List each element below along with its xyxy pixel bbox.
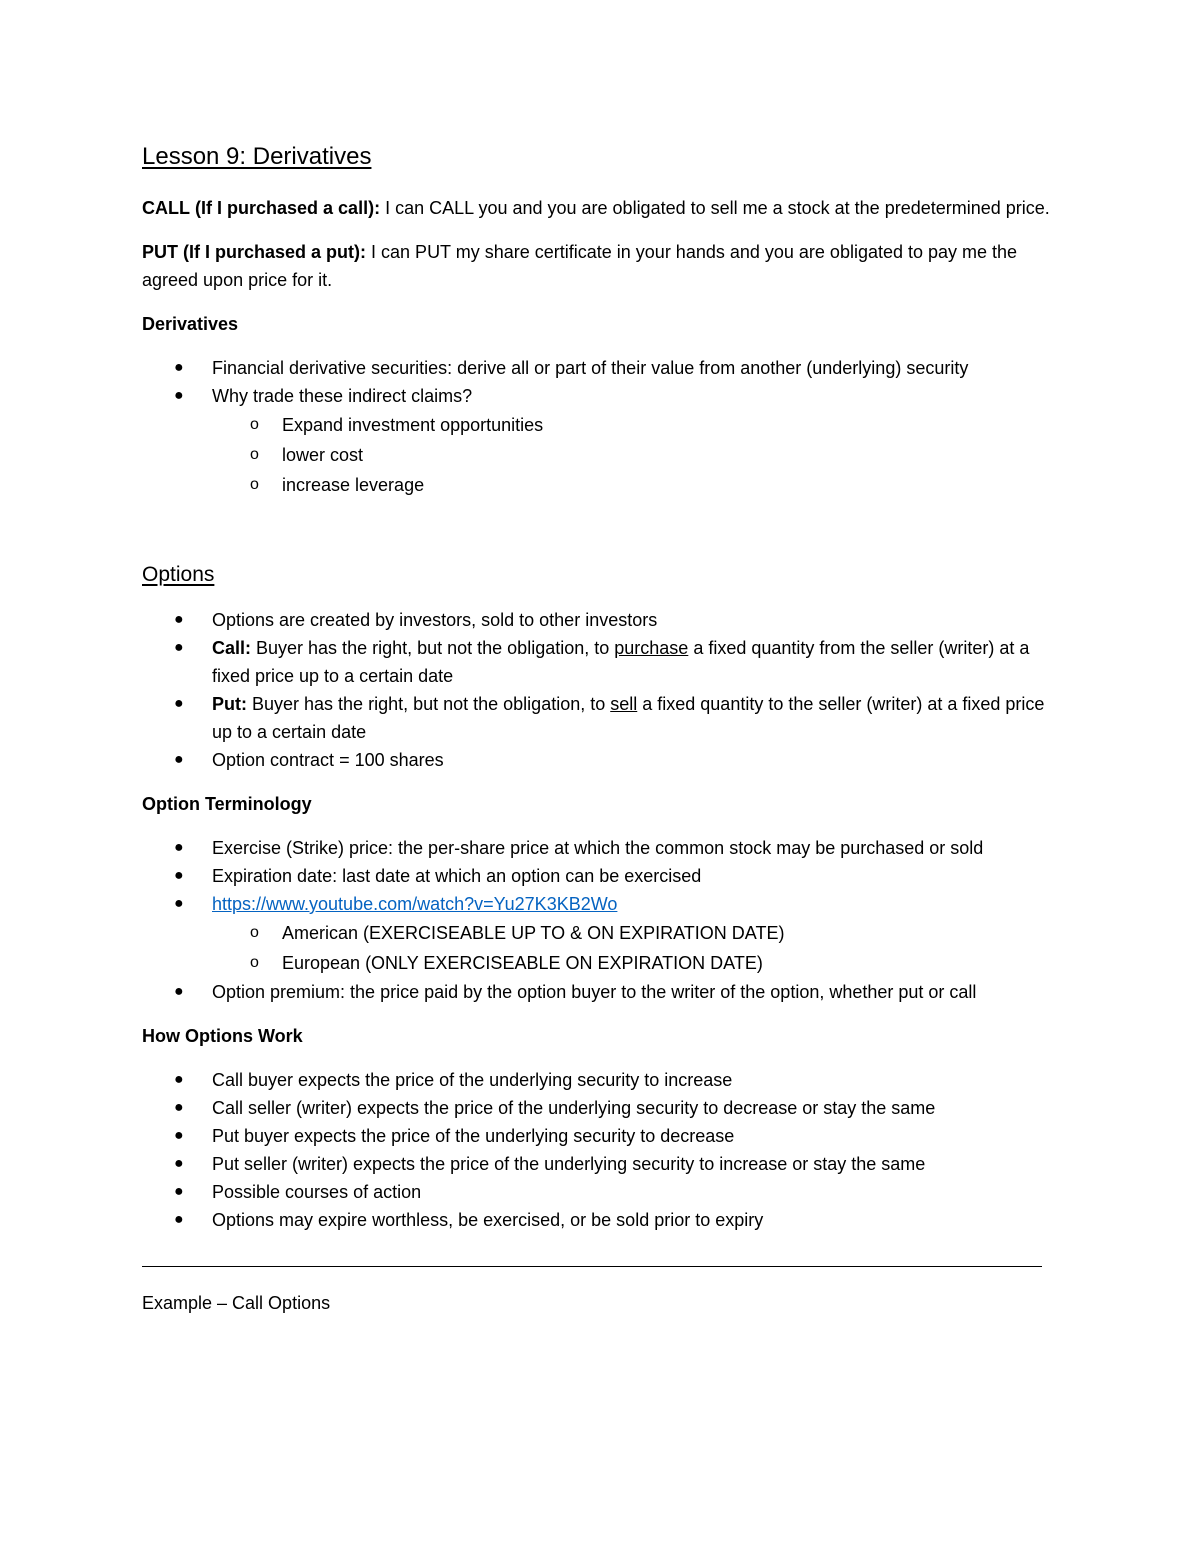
sub-bullet-icon: o (250, 476, 259, 493)
put-qualifier: (If I purchased a put): (183, 242, 367, 262)
bullet-icon: ● (174, 1099, 184, 1116)
list-item (142, 382, 1057, 500)
sub-list-item (142, 948, 1057, 978)
put-term: PUT (142, 242, 178, 262)
bullet-icon: ● (174, 1211, 184, 1228)
sub-list-item (142, 410, 1057, 440)
sub-list-item-text: American (EXERCISEABLE UP TO & ON EXPIRATION DATE) (282, 923, 785, 943)
bullet-icon: ● (174, 1071, 184, 1088)
bullet-icon: ● (174, 983, 184, 1000)
options-heading: Options (142, 563, 215, 586)
horizontal-divider (142, 1266, 1042, 1267)
put-verb: sell (610, 694, 638, 714)
list-item-text: Options are created by investors, sold to other investors (212, 610, 658, 630)
list-item-text: Put seller (writer) expects the price of the underlying security to increase or stay the same (212, 1154, 926, 1174)
terminology-list (142, 834, 1057, 1006)
bullet-icon: ● (174, 359, 184, 376)
call-text-post: a fixed quantity from the seller (writer) at a fixed price up to a certain date (212, 638, 1030, 686)
list-item-text: Options may expire worthless, be exercised, or be sold prior to expiry (212, 1210, 764, 1230)
sub-list-item-text: lower cost (282, 445, 364, 465)
bullet-icon: ● (174, 839, 184, 856)
list-item-text: Call seller (writer) expects the price of the underlying security to decrease or stay the same (212, 1098, 936, 1118)
bullet-icon: ● (174, 1183, 184, 1200)
derivatives-sub-list (212, 410, 1057, 500)
put-label: Put: (212, 694, 247, 714)
list-item (142, 1122, 1057, 1150)
how-options-work-list (142, 1066, 1057, 1234)
sub-list-item-text: European (ONLY EXERCISEABLE ON EXPIRATION DATE) (282, 953, 763, 973)
sub-bullet-icon: o (250, 954, 259, 971)
bullet-icon: ● (174, 867, 184, 884)
bullet-icon: ● (174, 387, 184, 404)
list-item (142, 1206, 1057, 1234)
sub-list-item (142, 440, 1057, 470)
document-page (142, 140, 1057, 1333)
bullet-icon: ● (174, 1127, 184, 1144)
put-definition (142, 238, 1057, 294)
bullet-icon: ● (174, 1155, 184, 1172)
list-item (142, 1150, 1057, 1178)
list-item (142, 354, 1057, 382)
list-item (142, 890, 1057, 978)
list-item (142, 1178, 1057, 1206)
list-item (142, 606, 1057, 634)
terminology-sub-list (212, 918, 1057, 978)
call-definition (142, 194, 1057, 222)
list-item (142, 834, 1057, 862)
call-term: CALL (142, 198, 190, 218)
sub-list-item-text: increase leverage (282, 475, 425, 495)
list-item-text: Option contract = 100 shares (212, 750, 444, 770)
list-item-text: Exercise (Strike) price: the per-share price at which the common stock may be purchased or sold (212, 838, 984, 858)
derivatives-heading: Derivatives (142, 314, 239, 334)
list-item-text: Financial derivative securities: derive all or part of their value from another (underlying) security (212, 358, 969, 378)
list-item (142, 690, 1057, 746)
list-item (142, 1066, 1057, 1094)
options-list (142, 606, 1057, 774)
sub-list-item (142, 470, 1057, 500)
sub-list-item-text: Expand investment opportunities (282, 415, 544, 435)
list-item-text: Expiration date: last date at which an option can be exercised (212, 866, 702, 886)
call-text-pre: Buyer has the right, but not the obligation, to (251, 638, 615, 658)
call-verb: purchase (614, 638, 689, 658)
bullet-icon: ● (174, 639, 184, 656)
list-item (142, 1094, 1057, 1122)
put-text-post: a fixed quantity to the seller (writer) at a fixed price up to a certain date (212, 694, 1045, 742)
terminology-heading: Option Terminology (142, 794, 312, 814)
list-item (142, 634, 1057, 690)
list-item (142, 746, 1057, 774)
list-item-text: Option premium: the price paid by the option buyer to the writer of the option, whether put or call (212, 982, 977, 1002)
list-item (142, 978, 1057, 1006)
call-qualifier: (If I purchased a call): (195, 198, 381, 218)
list-item (142, 862, 1057, 890)
bullet-icon: ● (174, 695, 184, 712)
list-item-text: Put buyer expects the price of the underlying security to decrease (212, 1126, 735, 1146)
list-item-text: Why trade these indirect claims? (212, 386, 473, 406)
youtube-link[interactable]: https://www.youtube.com/watch?v=Yu27K3KB2Wo (212, 894, 618, 914)
call-definition-text: I can CALL you and you are obligated to sell me a stock at the predetermined price. (380, 198, 1050, 218)
put-definition-text: I can PUT my share certificate in your hands and you are obligated to pay me the agreed upon price for it. (142, 242, 1018, 290)
sub-list-item (142, 918, 1057, 948)
list-item-text: Call buyer expects the price of the underlying security to increase (212, 1070, 733, 1090)
how-options-work-heading: How Options Work (142, 1026, 303, 1046)
sub-bullet-icon: o (250, 924, 259, 941)
bullet-icon: ● (174, 895, 184, 912)
page-title: Lesson 9: Derivatives (142, 143, 372, 170)
sub-bullet-icon: o (250, 446, 259, 463)
derivatives-list (142, 354, 1057, 500)
bullet-icon: ● (174, 611, 184, 628)
bullet-icon: ● (174, 751, 184, 768)
sub-bullet-icon: o (250, 416, 259, 433)
example-heading: Example – Call Options (142, 1293, 331, 1313)
call-label: Call: (212, 638, 252, 658)
put-text-pre: Buyer has the right, but not the obligation, to (247, 694, 611, 714)
list-item-text: Possible courses of action (212, 1182, 422, 1202)
